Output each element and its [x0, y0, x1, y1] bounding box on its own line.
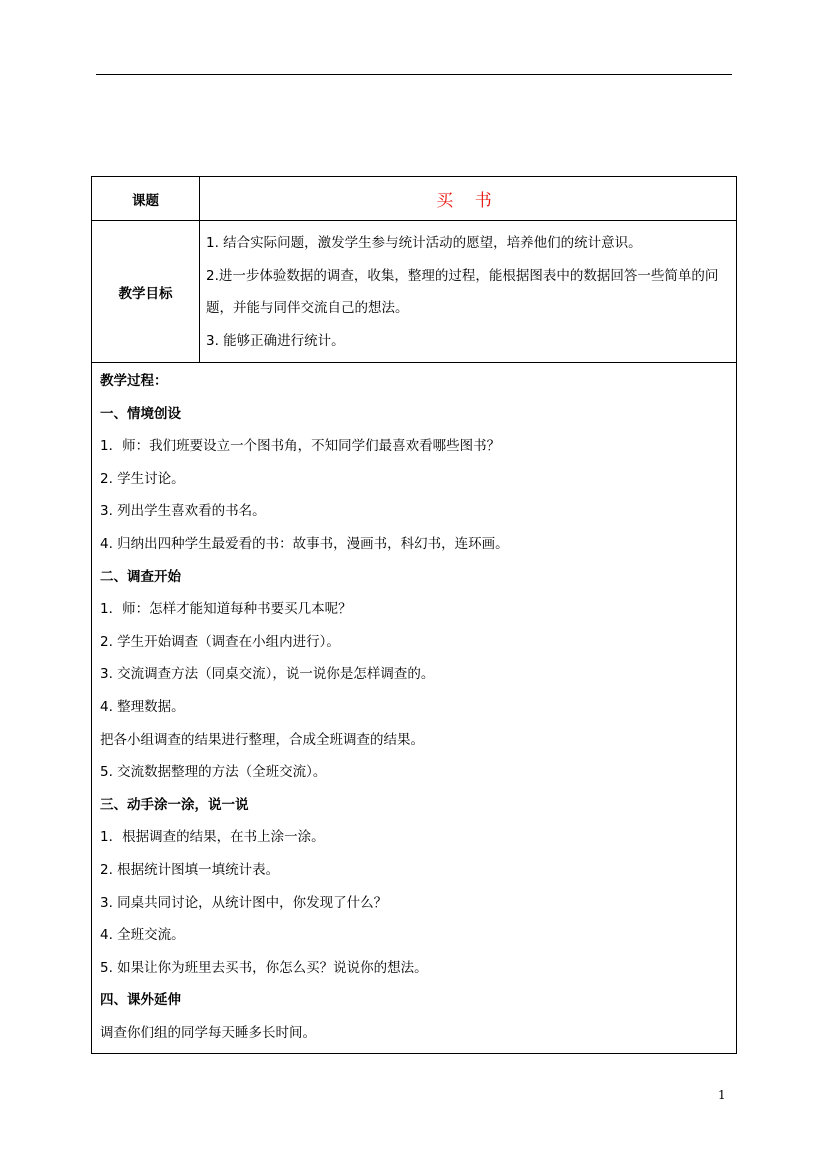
page-number: 1 [718, 1088, 726, 1102]
header-rule [96, 74, 732, 75]
process-heading: 教学过程： [100, 373, 168, 389]
goal-item: 1. 结合实际问题，激发学生参与统计活动的愿望，培养他们的统计意识。 [206, 235, 642, 251]
process-line: 把各小组调查的结果进行整理，合成全班调查的结果。 [100, 731, 424, 748]
process-line: 3. 交流调查方法（同桌交流），说一说你是怎样调查的。 [100, 666, 435, 683]
process-line: 5. 如果让你为班里去买书，你怎么买？说说你的想法。 [100, 959, 428, 976]
goal-item: 2.进一步体验数据的调查，收集，整理的过程，能根据图表中的数据回答一些简单的问题，并能与同伴交流自己的想法。 [206, 267, 719, 316]
process-line: 2. 学生讨论。 [100, 470, 185, 487]
process-line: 1．根据调查的结果，在书上涂一涂。 [100, 829, 325, 846]
process-heading: 四、课外延伸 [100, 992, 181, 1009]
process-row [92, 363, 737, 1054]
lesson-plan-table [91, 176, 737, 1054]
process-line: 3. 同桌共同讨论，从统计图中，你发现了什么？ [100, 894, 388, 911]
process-line: 调查你们组的同学每天睡多长时间。 [100, 1024, 316, 1041]
process-line: 1．师：怎样才能知道每种书要买几本呢？ [100, 601, 352, 618]
goals-label: 教学目标 [92, 221, 200, 363]
process-line: 5. 交流数据整理的方法（全班交流）。 [100, 764, 327, 781]
process-heading: 二、调查开始 [100, 568, 181, 585]
process-line: 1．师：我们班要设立一个图书角，不知同学们最喜欢看哪些图书？ [100, 438, 501, 455]
process-line: 2. 根据统计图填一填统计表。 [100, 861, 280, 878]
goals-cell [200, 221, 737, 363]
process-cell [92, 363, 737, 1054]
process-line: 3. 列出学生喜欢看的书名。 [100, 503, 266, 520]
process-heading: 一、情境创设 [100, 405, 181, 422]
process-line: 2. 学生开始调查（调查在小组内进行）。 [100, 633, 340, 650]
topic-title: 买 书 [200, 177, 737, 221]
goal-item: 3. 能够正确进行统计。 [206, 332, 345, 349]
process-heading: 三、动手涂一涂，说一说 [100, 796, 249, 813]
topic-row [92, 177, 737, 221]
process-line: 4. 全班交流。 [100, 927, 185, 944]
topic-label: 课题 [92, 177, 200, 221]
process-line: 4. 整理数据。 [100, 698, 185, 715]
goals-row [92, 221, 737, 363]
process-line: 4. 归纳出四种学生最爱看的书：故事书，漫画书，科幻书，连环画。 [100, 535, 509, 552]
